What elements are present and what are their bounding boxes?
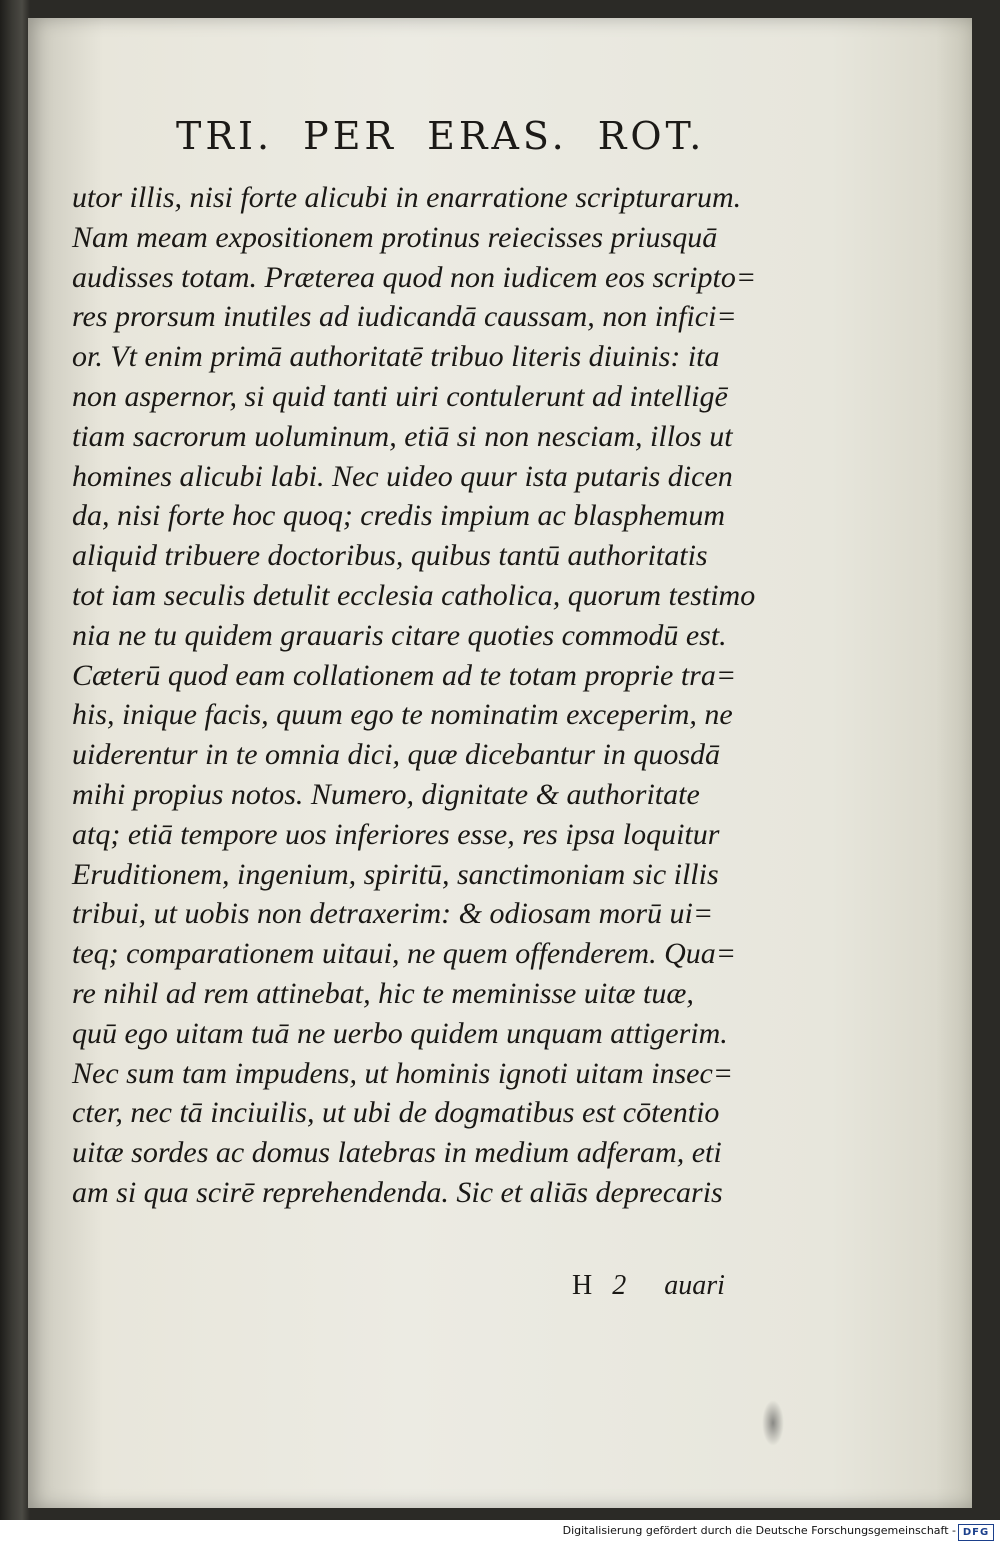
text-line: aliquid tribuere doctoribus, quibus tantū authoritatis <box>72 539 708 573</box>
text-line: utor illis, nisi forte alicubi in enarratione scripturarum. <box>72 181 742 214</box>
catchword: auari <box>664 1270 725 1301</box>
text-line: his, inique facis, quum ego te nominatim exceperim, ne <box>72 698 733 732</box>
text-line: re nihil ad rem attinebat, hic te meminisse uitæ tuæ, <box>72 976 694 1010</box>
running-head: TRI. PER ERAS. ROT. <box>176 114 706 158</box>
body-text <box>72 178 757 1213</box>
text-line: Nec sum tam impudens, ut hominis ignoti uitam insec= <box>72 1056 734 1090</box>
text-line: da, nisi forte hoc quoq; credis impium ac blasphemum <box>72 499 725 533</box>
text-line: uitæ sordes ac domus latebras in medium adferam, eti <box>72 1136 722 1170</box>
footer-bar <box>0 1520 1000 1544</box>
text-line: Eruditionem, ingenium, spiritū, sanctimoniam sic illis <box>72 857 719 891</box>
text-line: am si qua scirē reprehendenda. Sic et aliās deprecaris <box>72 1175 723 1209</box>
text-line: tiam sacrorum uoluminum, etiā si non nesciam, illos ut <box>72 419 733 453</box>
ink-smudge <box>762 1400 784 1446</box>
signature-number: 2 <box>612 1270 627 1301</box>
text-line: res prorsum inutiles ad iudicandā caussam, non infici= <box>72 300 737 334</box>
text-line: Nam meam expositionem protinus reiecisses priusquā <box>72 220 718 254</box>
text-line: nia ne tu quidem grauaris citare quoties commodū est. <box>72 618 727 652</box>
text-line: atq; etiā tempore uos inferiores esse, res ipsa loquitur <box>72 817 720 851</box>
text-line: homines alicubi labi. Nec uideo quur ista putaris dicen <box>72 459 733 493</box>
text-line: non aspernor, si quid tanti uiri contulerunt ad intelligē <box>72 379 728 413</box>
text-line: teq; comparationem uitaui, ne quem offenderem. Qua= <box>72 937 736 971</box>
text-line: tribui, ut uobis non detraxerim: & odiosam morū ui= <box>72 897 714 931</box>
signature-catchword-line <box>572 1270 792 1302</box>
text-line: audisses totam. Præterea quod non iudicem eos scripto= <box>72 260 757 294</box>
text-line: uiderentur in te omnia dici, quæ dicebantur in quosdā <box>72 738 721 772</box>
text-line: or. Vt enim primā authoritatē tribuo literis diuinis: ita <box>72 340 720 374</box>
text-line: cter, nec tā inciuilis, ut ubi de dogmatibus est cōtentio <box>72 1096 720 1130</box>
dfg-logo: DFG <box>958 1524 994 1541</box>
footer-credit: Digitalisierung gefördert durch die Deutsche Forschungsgemeinschaft - <box>562 1524 956 1537</box>
text-line: Cæterū quod eam collationem ad te totam proprie tra= <box>72 658 737 692</box>
signature-letter: H <box>572 1270 593 1301</box>
text-line: quū ego uitam tuā ne uerbo quidem unquam attigerim. <box>72 1016 728 1050</box>
page-edge-shadow <box>936 18 972 1508</box>
text-line: mihi propius notos. Numero, dignitate & authoritate <box>72 777 700 811</box>
text-line: tot iam seculis detulit ecclesia catholica, quorum testimo <box>72 578 756 612</box>
